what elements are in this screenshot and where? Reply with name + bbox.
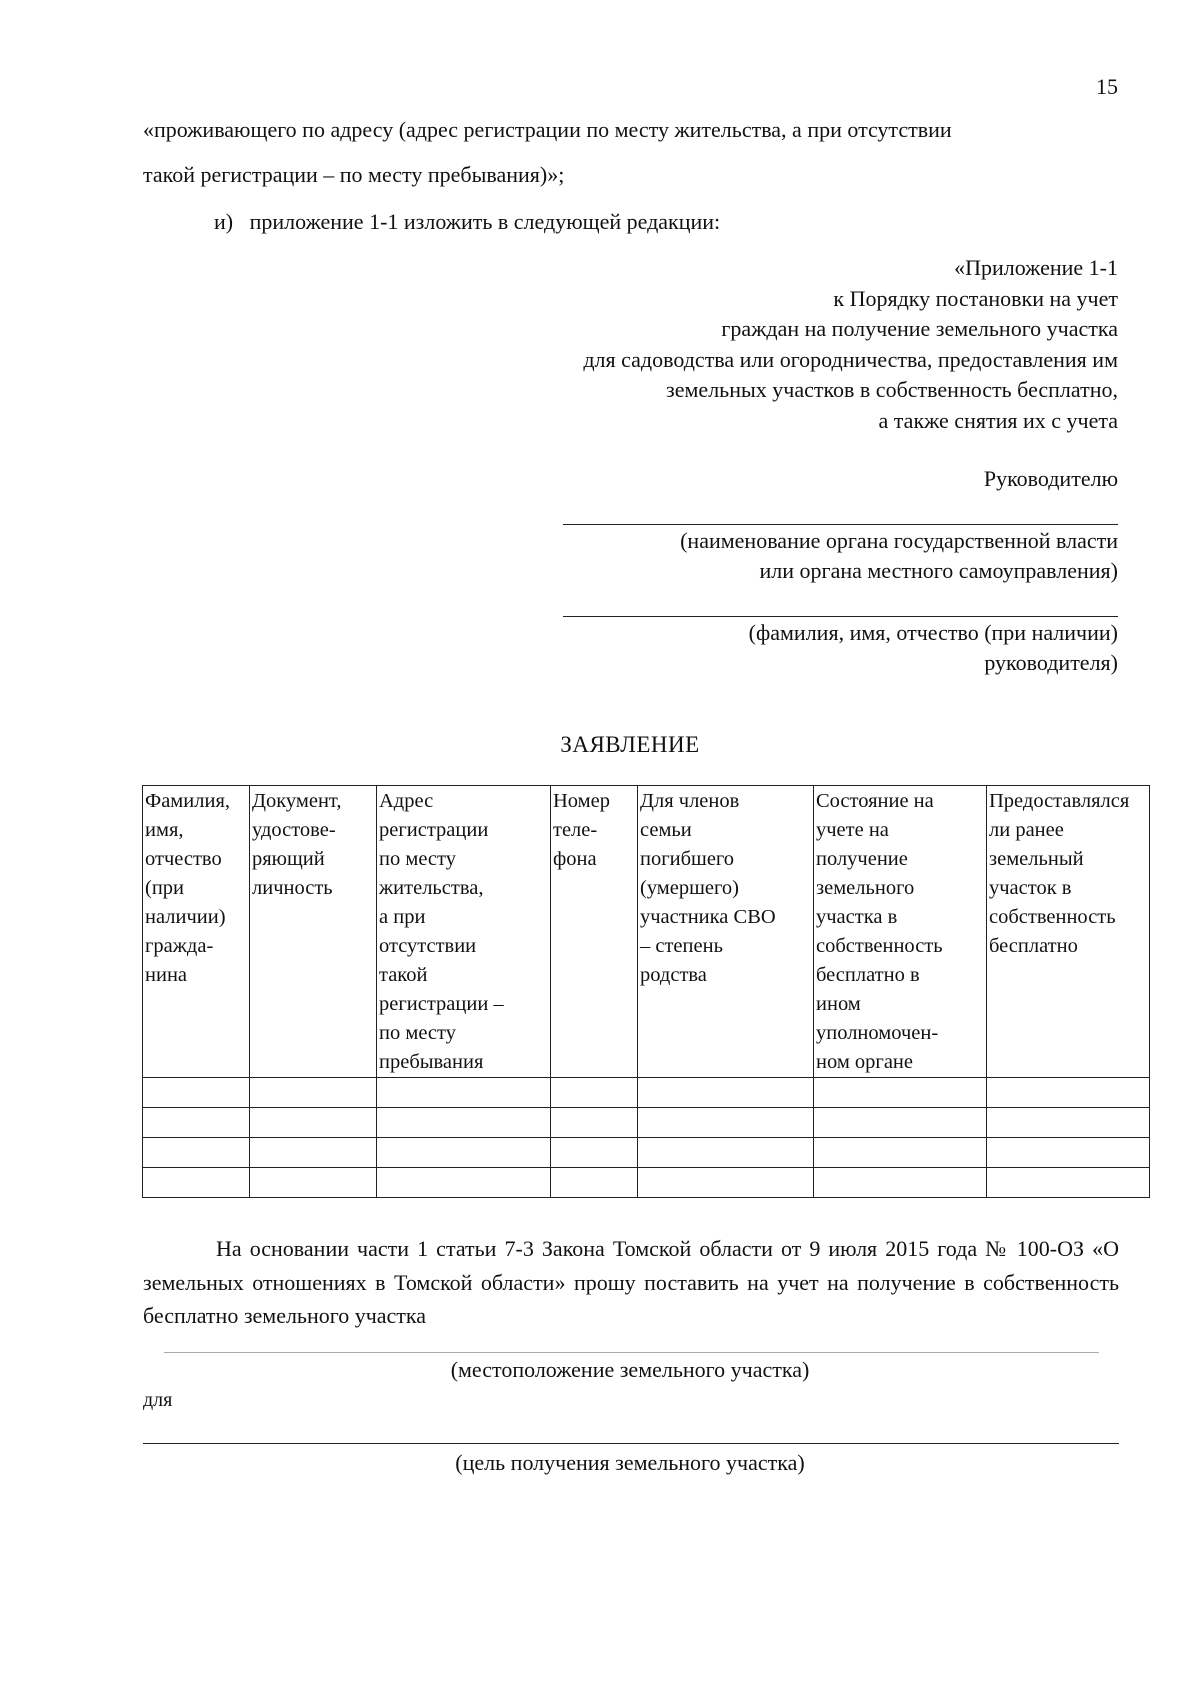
purpose-caption: (цель получения земельного участка)	[455, 1450, 805, 1475]
table-row	[143, 1138, 1150, 1168]
table-cell[interactable]	[987, 1168, 1150, 1198]
table-cell[interactable]	[143, 1168, 250, 1198]
appendix-line: граждан на получение земельного участка	[721, 316, 1118, 342]
table-cell[interactable]	[143, 1108, 250, 1138]
table-cell[interactable]	[638, 1078, 814, 1108]
table-cell[interactable]	[551, 1138, 638, 1168]
org-signature-line	[563, 524, 1118, 525]
col-header-name: Фамилия, имя, отчество (при наличии) гражда- нина	[143, 786, 250, 1078]
table-row	[143, 1108, 1150, 1138]
table-cell[interactable]	[987, 1108, 1150, 1138]
name-signature-line	[563, 616, 1118, 617]
table-cell[interactable]	[250, 1078, 377, 1108]
col-header-previous: Предоставлялся ли ранее земельный участок в собственность бесплатно	[987, 786, 1150, 1078]
name-caption	[749, 618, 1118, 678]
table-cell[interactable]	[377, 1108, 551, 1138]
table-cell[interactable]	[987, 1138, 1150, 1168]
table-cell[interactable]	[638, 1168, 814, 1198]
table-cell[interactable]	[143, 1138, 250, 1168]
table-cell[interactable]	[814, 1168, 987, 1198]
col-header-address: Адрес регистрации по месту жительства, а при отсутствии такой регистрации – по месту пребывания	[377, 786, 551, 1078]
table-cell[interactable]	[814, 1078, 987, 1108]
document-title: ЗАЯВЛЕНИЕ	[560, 732, 700, 757]
col-header-family: Для членов семьи погибшего (умершего) участника СВО – степень родства	[638, 786, 814, 1078]
col-header-status: Состояние на учете на получение земельного участка в собственность бесплатно в ином уполномочен- ном органе	[814, 786, 987, 1078]
intro-line-2: такой регистрации – по месту пребывания)»;	[143, 162, 565, 187]
appendix-line: для садоводства или огородничества, предоставления им	[583, 346, 1118, 372]
table-cell[interactable]	[377, 1138, 551, 1168]
table-cell[interactable]	[377, 1078, 551, 1108]
application-table	[142, 785, 1150, 1198]
table-cell[interactable]	[638, 1138, 814, 1168]
org-caption-line-2: или органа местного самоуправления)	[759, 558, 1118, 583]
table-header-row	[143, 786, 1150, 1078]
table-cell[interactable]	[250, 1138, 377, 1168]
for-word: для	[143, 1389, 173, 1411]
appendix-line: земельных участков в собственность бесплатно,	[666, 377, 1118, 403]
col-header-document: Документ, удостове- ряющий личность	[250, 786, 377, 1078]
addressee-to: Руководителю	[983, 466, 1118, 491]
org-caption	[680, 526, 1118, 586]
body-paragraph-text: На основании части 1 статьи 7-3 Закона Томской области от 9 июля 2015 года № 100-ОЗ «О земельных отношениях в Томской области» прошу поставить на учет на получение в собственность бесплатно земельного участка	[143, 1236, 1119, 1328]
page-number: 15	[1096, 74, 1118, 99]
purpose-line	[143, 1443, 1119, 1444]
table-cell[interactable]	[814, 1138, 987, 1168]
col-header-phone: Номер теле- фона	[551, 786, 638, 1078]
table-cell[interactable]	[551, 1108, 638, 1138]
table-cell[interactable]	[987, 1078, 1150, 1108]
appendix-line: к Порядку постановки на учет	[833, 285, 1118, 311]
org-caption-line-1: (наименование органа государственной власти	[680, 528, 1118, 553]
intro-line-1: «проживающего по адресу (адрес регистрации по месту жительства, а при отсутствии	[143, 117, 952, 142]
table-cell[interactable]	[551, 1168, 638, 1198]
name-caption-line-1: (фамилия, имя, отчество (при наличии)	[748, 620, 1118, 645]
table-cell[interactable]	[551, 1078, 638, 1108]
table-cell[interactable]	[814, 1108, 987, 1138]
location-line	[164, 1352, 1099, 1353]
table-row	[143, 1168, 1150, 1198]
table-cell[interactable]	[377, 1168, 551, 1198]
name-caption-line-2: руководителя)	[984, 650, 1118, 675]
table-row	[143, 1078, 1150, 1108]
table-cell[interactable]	[250, 1108, 377, 1138]
table-cell[interactable]	[250, 1168, 377, 1198]
location-caption: (местоположение земельного участка)	[450, 1357, 810, 1382]
body-paragraph	[143, 1232, 1119, 1333]
table-cell[interactable]	[638, 1108, 814, 1138]
appendix-line: а также снятия их с учета	[878, 407, 1118, 433]
intro-line-3: и) приложение 1-1 изложить в следующей редакции:	[214, 209, 721, 234]
table-cell[interactable]	[143, 1078, 250, 1108]
appendix-header	[418, 253, 1118, 437]
appendix-line: «Приложение 1-1	[954, 255, 1118, 280]
